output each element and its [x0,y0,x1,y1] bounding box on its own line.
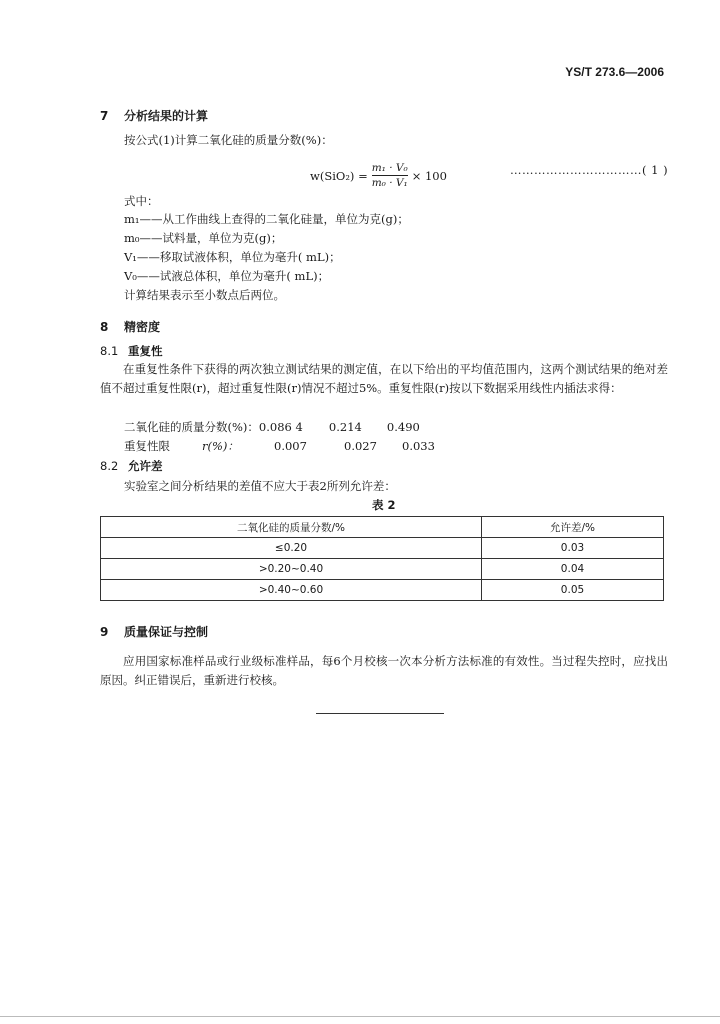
formula-tail: × 100 [411,168,447,183]
section-8-1-number: 8.1 [100,344,119,358]
formula-numerator: m₁ · V₀ [371,162,408,174]
repeatability-limit-value: 0.033 [402,439,435,453]
formula-denominator: m₀ · V₁ [371,177,408,189]
section-8-2-number: 8.2 [100,459,119,473]
repeatability-row-limit [124,437,435,456]
variable-v1: V₁——移取试液体积，单位为毫升( mL)； [124,250,341,264]
mass-fraction-label: 二氧化硅的质量分数(%)： [124,420,259,434]
section-8-2-heading [100,458,163,474]
formula-label: ( 1 ) [642,163,669,177]
where-label: 式中： [124,194,159,208]
formula-label-line [510,163,668,177]
section-8-number: 8 [100,320,109,334]
tolerance-paragraph: 实验室之间分析结果的差值不应大于表2所列允许差： [124,479,396,493]
table-row [101,559,664,580]
table-cell: 0.04 [482,559,664,580]
table-cell: 0.05 [482,580,664,601]
variable-m0: m₀——试料量，单位为克(g)； [124,231,283,245]
table-cell: >0.20~0.40 [101,559,482,580]
mass-fraction-value: 0.214 [328,420,362,434]
repeatability-limit-label: 重复性限 [124,439,170,453]
table-header-cell: 二氧化硅的质量分数/% [101,517,482,538]
section-8-heading [100,318,160,335]
standard-number: YS/T 273.6—2006 [565,65,664,79]
section-7-title: 分析结果的计算 [124,109,209,123]
table-cell: ≤0.20 [101,538,482,559]
quality-control-paragraph: 应用国家标准样品或行业级标准样品，每6个月校核一次本分析方法标准的有效性。当过程失控时，应找出原因。纠正错误后，重新进行校核。 [100,654,668,687]
section-8-1-heading [100,343,163,359]
section-7-number: 7 [100,109,109,123]
variable-v0: V₀——试液总体积，单位为毫升( mL)； [124,269,330,283]
rounding-note: 计算结果表示至小数点后两位。 [124,288,285,302]
table-row [101,580,664,601]
formula-1 [310,162,447,189]
section-9-number: 9 [100,625,109,639]
repeatability-limit-value: 0.007 [274,439,307,453]
repeatability-limit-value: 0.027 [344,439,377,453]
section-9-title: 质量保证与控制 [124,625,209,639]
section-7-heading [100,107,208,124]
formula-leader: …………………………… [510,163,642,177]
variable-m1: m₁——从工作曲线上查得的二氧化硅量，单位为克(g)； [124,212,409,226]
fraction-bar [372,175,408,176]
formula-fraction [372,162,408,189]
repeatability-paragraph: 在重复性条件下获得的两次独立测试结果的测定值，在以下给出的平均值范围内，这两个测试结果的绝对差值不超过重复性限(r)，超过重复性限(r)情况不超过5%。重复性限(r)按以下数据采用线性内插法求得： [100,362,668,395]
mass-fraction-value: 0.086 4 [258,420,303,434]
table-cell: 0.03 [482,538,664,559]
section-9-heading [100,623,208,640]
repeatability-limit-symbol: r(%)： [202,439,239,453]
section-8-title: 精密度 [124,320,161,334]
table-header-cell: 允许差/% [482,517,664,538]
table-2-caption: 表 2 [372,498,396,512]
table-cell: >0.40~0.60 [101,580,482,601]
table-row [101,538,664,559]
page-edge-line [0,1016,720,1017]
table-header-row [101,517,664,538]
repeatability-row-mass-fraction [124,418,420,437]
formula-intro: 按公式(1)计算二氧化硅的质量分数(%)： [124,133,333,147]
tolerance-table [100,516,664,601]
mass-fraction-value: 0.490 [386,420,420,434]
formula-lhs: w(SiO₂) = [310,168,368,183]
section-8-2-title: 允许差 [128,459,163,473]
end-rule [316,713,444,714]
section-8-1-title: 重复性 [128,344,163,358]
